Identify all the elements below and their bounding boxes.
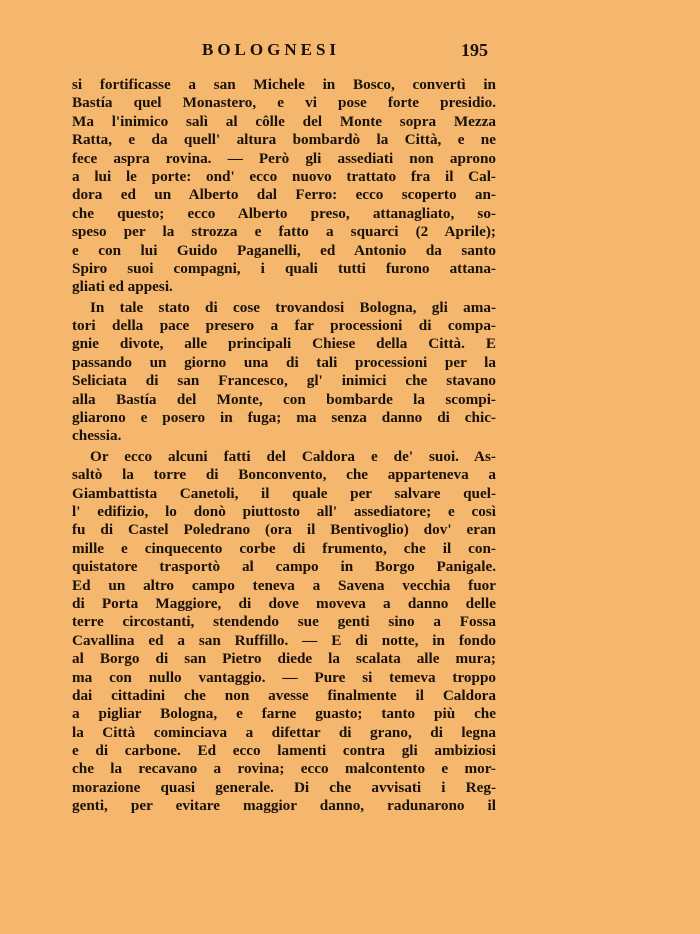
text-line: Seliciata di san Francesco, gl' inimici che stavano: [72, 372, 496, 390]
text-line: alla Bastía del Monte, con bombarde la scompi-: [72, 390, 496, 408]
text-line: gliarono e posero in fuga; ma senza danno di chic-: [72, 409, 496, 427]
page-number: 195: [461, 40, 488, 60]
text-line: l' edifizio, lo donò piuttosto all' assediatore; e così: [72, 502, 496, 520]
text-line: terre circostanti, stendendo sue genti sino a Fossa: [72, 613, 496, 631]
text-line: di Porta Maggiore, di dove moveva a danno delle: [72, 594, 496, 612]
text-line: e di carbone. Ed ecco lamenti contra gli ambiziosi: [72, 742, 496, 760]
text-line: dai cittadini che non avesse finalmente il Caldora: [72, 686, 496, 704]
text-line: la Città cominciava a difettar di grano, di legna: [72, 723, 496, 741]
text-line: mille e cinquecento corbe di frumento, che il con-: [72, 539, 496, 557]
text-line: fu di Castel Poledrano (ora il Bentivoglio) dov' eran: [72, 521, 496, 539]
text-line: Ed un altro campo teneva a Savena vecchia fuor: [72, 576, 496, 594]
text-line: morazione quasi generale. Di che avvisati i Reg-: [72, 778, 496, 796]
text-line: Spiro suoi compagni, i quali tutti furono attana-: [72, 259, 496, 277]
text-line: che la recavano a rovina; ecco malcontento e mor-: [72, 760, 496, 778]
text-line: speso per la strozza e fatto a squarci (2 Aprile);: [72, 223, 496, 241]
text-line: tori della pace presero a far processioni di compa-: [72, 317, 496, 335]
text-line: passando un giorno una di tali processioni per la: [72, 353, 496, 371]
text-line: Bastía quel Monastero, e vi pose forte presidio.: [72, 94, 496, 112]
text-line: genti, per evitare maggior danno, radunarono il: [72, 797, 496, 815]
text-line: Cavallina ed a san Ruffillo. — E di notte, in fondo: [72, 631, 496, 649]
text-line: che questo; ecco Alberto preso, attanagliato, so-: [72, 204, 496, 222]
text-line: Giambattista Canetoli, il quale per salvare quel-: [72, 484, 496, 502]
text-line: dora ed un Alberto dal Ferro: ecco scoperto an-: [72, 186, 496, 204]
text-line: chessia.: [72, 427, 122, 445]
text-line: gnie divote, alle principali Chiese della Città. E: [72, 335, 496, 353]
running-head: [72, 40, 488, 64]
text-line: quistatore trasportò al campo in Borgo Panigale.: [72, 558, 496, 576]
text-line: Ratta, e da quell' altura bombardò la Città, e ne: [72, 131, 496, 149]
text-line: si fortificasse a san Michele in Bosco, convertì in: [72, 76, 496, 93]
text-line: saltò la torre di Bonconvento, che apparteneva a: [72, 466, 496, 484]
running-title: BOLOGNESI: [202, 40, 341, 59]
text-line: e con lui Guido Paganelli, ed Antonio da santo: [72, 241, 496, 259]
text-line: In tale stato di cose trovandosi Bologna, gli ama-: [90, 298, 496, 316]
text-line: gliati ed appesi.: [72, 278, 173, 296]
text-line: Ma l'inimico salì al côlle del Monte sopra Mezza: [72, 112, 496, 130]
text-line: a lui le porte: ond' ecco nuovo trattato fra il Cal-: [72, 167, 496, 185]
text-line: ma con nullo vantaggio. — Pure si temeva troppo: [72, 668, 496, 686]
text-line: fece aspra rovina. — Però gli assediati non aprono: [72, 149, 496, 167]
text-line: a pigliar Bologna, e farne guasto; tanto più che: [72, 705, 496, 723]
body-text: [72, 76, 496, 816]
text-line: al Borgo di san Pietro diede la scalata alle mura;: [72, 650, 496, 668]
text-line: Or ecco alcuni fatti del Caldora e de' suoi. As-: [90, 447, 496, 465]
